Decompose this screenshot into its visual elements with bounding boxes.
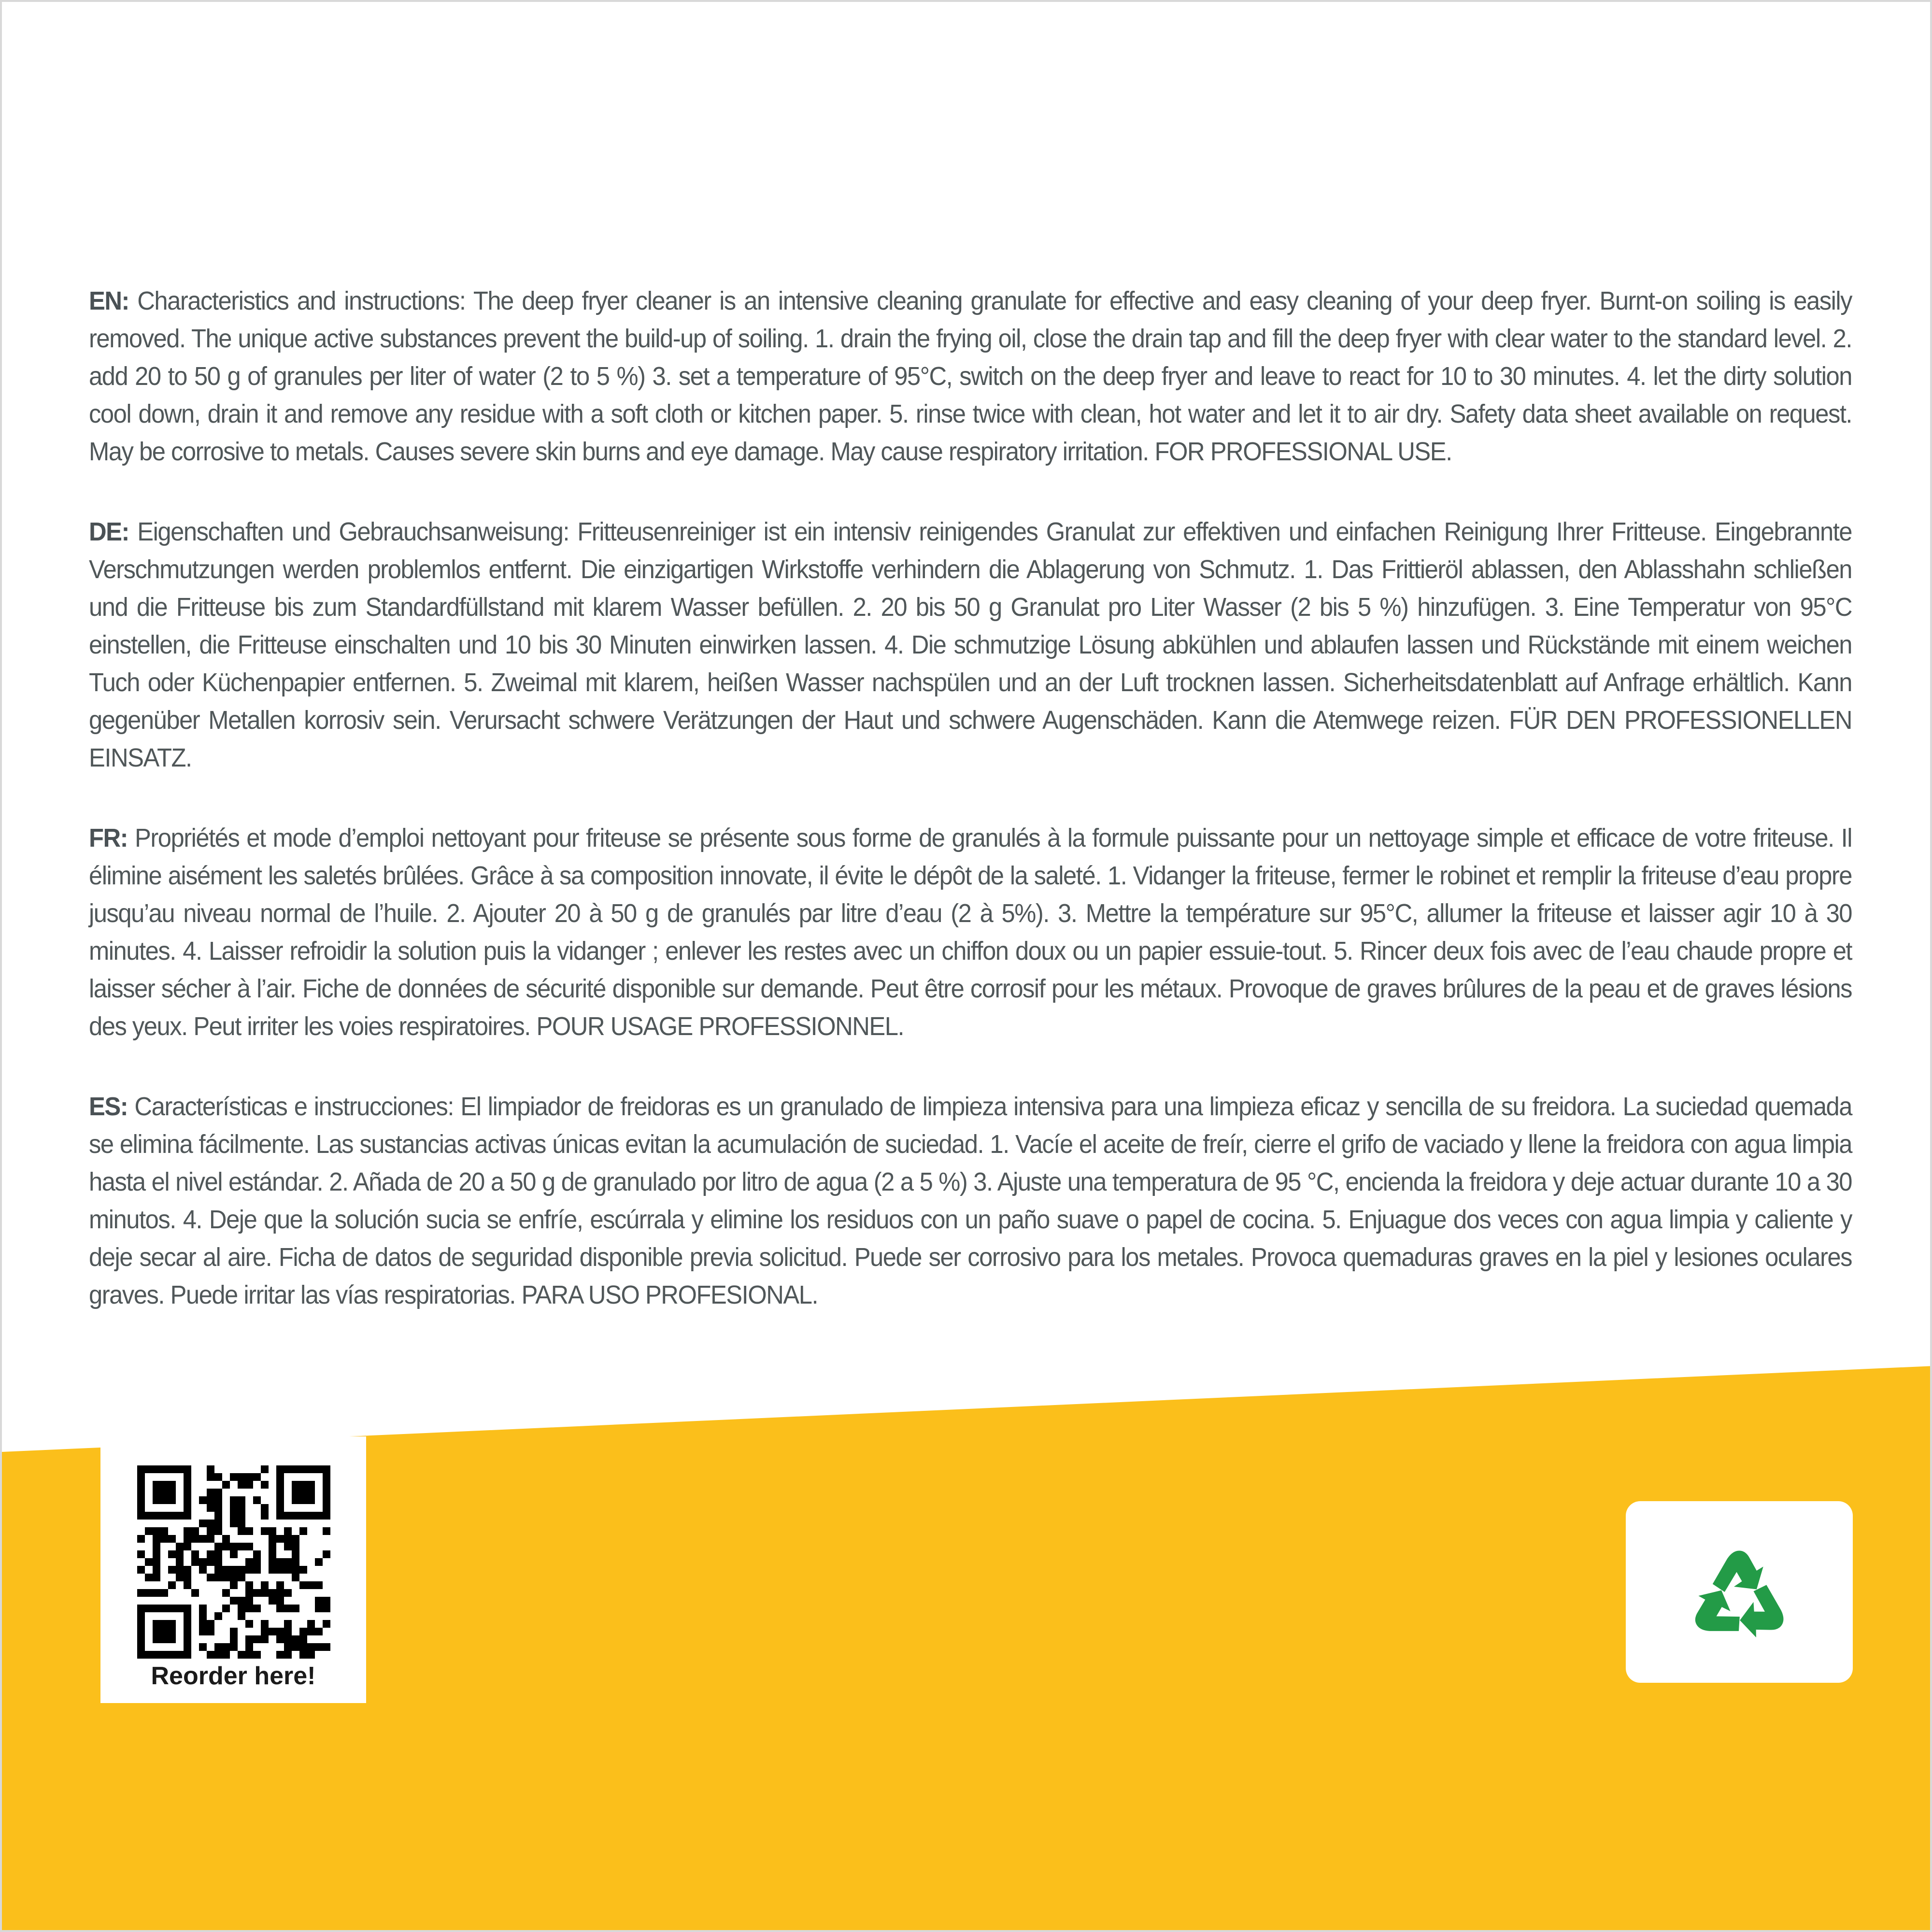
paragraph-es: [89, 1088, 1852, 1314]
recycle-icon: [1672, 1525, 1807, 1659]
paragraph-fr: [89, 819, 1852, 1045]
paragraph-text-de: Eigenschaften und Gebrauchsanweisung: Fritteusenreiniger ist ein intensiv reinigendes Granulat zur effektiven und einfachen Reinigung Ihrer Fritteuse. Eingebrannte Verschmutzungen werden problemlos entfernt. Die einzigartigen Wirkstoffe verhindern die Ablagerung von Schmutz. 1. Das Frittieröl ablassen, den Ablasshahn schließen und die Fritteuse bis zum Standardfüllstand mit klarem Wasser befüllen. 2. 20 bis 50 g Granulat pro Liter Wasser (2 bis 5 %) hinzufügen. 3. Eine Temperatur von 95°C einstellen, die Fritteuse einschalten und 10 bis 30 Minuten einwirken lassen. 4. Die schmutzige Lösung abkühlen und ablaufen lassen und Rückstände mit einem weichen Tuch oder Küchenpapier entfernen. 5. Zweimal mit klarem, heißen Wasser nachspülen und an der Luft trocknen lassen. Sicherheitsdatenblatt auf Anfrage erhältlich. Kann gegenüber Metallen korrosiv sein. Verursacht schwere Verätzungen der Haut und schwere Augenschäden. Kann die Atemwege reizen. FÜR DEN PROFESSIONELLEN EINSATZ.: [89, 517, 1852, 772]
recycle-card: [1626, 1501, 1853, 1683]
qr-caption: Reorder here!: [151, 1662, 316, 1690]
paragraph-de: [89, 513, 1852, 777]
paragraph-text-es: Características e instrucciones: El limpiador de freidoras es un granulado de limpieza intensiva para una limpieza eficaz y sencilla de su freidora. La suciedad quemada se elimina fácilmente. Las sustancias activas únicas evitan la acumulación de suciedad. 1. Vacíe el aceite de freír, cierre el grifo de vaciado y llene la freidora con agua limpia hasta el nivel estándar. 2. Añada de 20 a 50 g de granulado por litro de agua (2 a 5 %) 3. Ajuste una temperatura de 95 °C, encienda la freidora y deje actuar durante 10 a 30 minutos. 4. Deje que la solución sucia se enfríe, escúrrala y elimine los residuos con un paño suave o papel de cocina. 5. Enjuague dos veces con agua limpia y caliente y deje secar al aire. Ficha de datos de seguridad disponible previa solicitud. Puede ser corrosivo para los metales. Provoca quemaduras graves en la piel y lesiones oculares graves. Puede irritar las vías respiratorias. PARA USO PROFESIONAL.: [89, 1092, 1852, 1309]
lang-label-de: DE:: [89, 517, 129, 546]
lang-label-en: EN:: [89, 286, 129, 315]
lang-label-es: ES:: [89, 1092, 128, 1121]
paragraph-en: [89, 282, 1852, 470]
paragraph-text-fr: Propriétés et mode d’emploi nettoyant pour friteuse se présente sous forme de granulés à la formule puissante pour un nettoyage simple et efficace de votre friteuse. Il élimine aisément les saletés brûlées. Grâce à sa composition innovate, il évite le dépôt de la saleté. 1. Vidanger la friteuse, fermer le robinet et remplir la friteuse d’eau propre jusqu’au niveau normal de l’huile. 2. Ajouter 20 à 50 g de granulés par litre d’eau (2 à 5%). 3. Mettre la température sur 95°C, allumer la friteuse et laisser agir 10 à 30 minutes. 4. Laisser refroidir la solution puis la vidanger ; enlever les restes avec un chiffon doux ou un papier essuie-tout. 5. Rincer deux fois avec de l’eau chaude propre et laisser sécher à l’air. Fiche de données de sécurité disponible sur demande. Peut être corrosif pour les métaux. Provoque de graves brûlures de la peau et de graves lésions des yeux. Peut irriter les voies respiratoires. POUR USAGE PROFESSIONNEL.: [89, 824, 1852, 1041]
qr-code-icon[interactable]: [137, 1465, 330, 1659]
lang-label-fr: FR:: [89, 824, 128, 852]
paragraph-text-en: Characteristics and instructions: The deep fryer cleaner is an intensive cleaning granulate for effective and easy cleaning of your deep fryer. Burnt-on soiling is easily removed. The unique active substances prevent the build-up of soiling. 1. drain the frying oil, close the drain tap and fill the deep fryer with clear water to the standard level. 2. add 20 to 50 g of granules per liter of water (2 to 5 %) 3. set a temperature of 95°C, switch on the deep fryer and leave to react for 10 to 30 minutes. 4. let the dirty solution cool down, drain it and remove any residue with a soft cloth or kitchen paper. 5. rinse twice with clean, hot water and let it to air dry. Safety data sheet available on request. May be corrosive to metals. Causes severe skin burns and eye damage. May cause respiratory irritation. FOR PROFESSIONAL USE.: [89, 286, 1852, 466]
qr-card[interactable]: [100, 1436, 366, 1703]
instructions-text: [89, 282, 1852, 1356]
